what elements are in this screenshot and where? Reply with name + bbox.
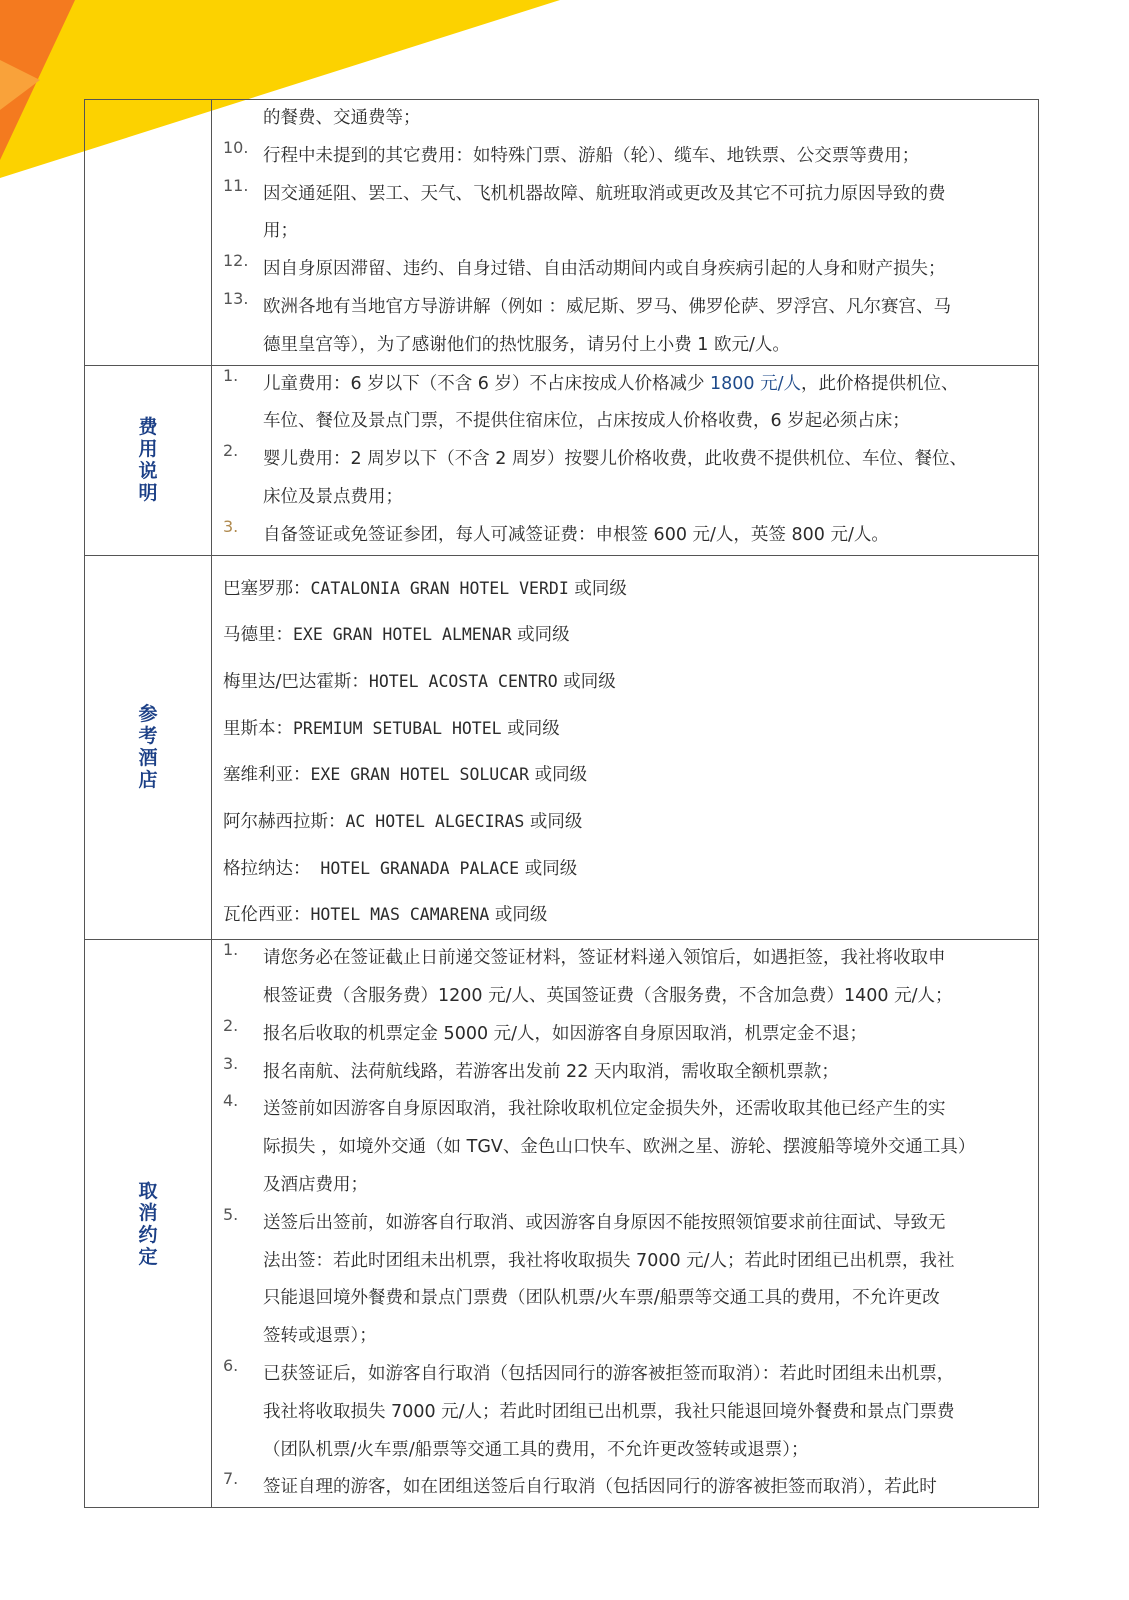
cancellation-content bbox=[212, 940, 1039, 1508]
cancellation-item bbox=[223, 1091, 1028, 1204]
item-number: 2. bbox=[223, 441, 239, 461]
item-text: 根签证费（含服务费）1200 元/人、英国签证费（含服务费，不含加急费）1400 元/人； bbox=[263, 985, 953, 1006]
hotel-entry bbox=[223, 752, 1028, 799]
hotel-city: 梅里达/巴达霍斯： bbox=[223, 671, 369, 692]
cancellation-label: 取消约定 bbox=[138, 1179, 158, 1268]
fee-note-item bbox=[223, 366, 1028, 442]
hotel-name: EXE GRAN HOTEL ALMENAR bbox=[293, 625, 512, 645]
item-number: 3. bbox=[223, 1053, 239, 1073]
cancellation-item bbox=[223, 1356, 1028, 1469]
hotel-suffix: 或同级 bbox=[529, 765, 588, 786]
item-text: 床位及景点费用； bbox=[263, 486, 403, 507]
item-text: 因交通延阻、罢工、天气、飞机机器故障、航班取消或更改及其它不可抗力原因导致的费 bbox=[263, 183, 946, 204]
hotel-entry bbox=[223, 892, 1028, 939]
item-text: 签证自理的游客，如在团组送签后自行取消（包括因同行的游客被拒签而取消），若此时 bbox=[263, 1477, 937, 1498]
hotel-name: HOTEL ACOSTA CENTRO bbox=[368, 671, 558, 691]
hotel-suffix: 或同级 bbox=[524, 812, 583, 833]
hotels-label: 参考酒店 bbox=[138, 703, 158, 792]
label-cell-fees-excluded bbox=[85, 100, 212, 366]
item-number: 11. bbox=[223, 175, 249, 195]
cancellation-item bbox=[223, 1016, 1028, 1054]
hotel-suffix: 或同级 bbox=[519, 858, 578, 879]
hotel-name: PREMIUM SETUBAL HOTEL bbox=[293, 718, 502, 738]
hotel-suffix: 或同级 bbox=[501, 718, 560, 739]
item-text: 用； bbox=[263, 221, 298, 242]
fee-notes-content bbox=[212, 365, 1039, 555]
item-text: 婴儿费用：2 周岁以下（不含 2 周岁）按婴儿价格收费，此收费不提供机位、车位、餐位、 bbox=[263, 449, 967, 470]
item-number: 13. bbox=[223, 288, 249, 308]
label-cell-hotels bbox=[85, 555, 212, 940]
cancellation-item bbox=[223, 1054, 1028, 1092]
hotel-entry bbox=[223, 846, 1028, 893]
fees-excluded-cont-line: 的餐费、交通费等； bbox=[263, 108, 421, 128]
fee-notes-label: 费用说明 bbox=[138, 416, 158, 505]
item-text: 欧洲各地有当地官方导游讲解（例如 ：威尼斯、罗马、佛罗伦萨、罗浮宫、凡尔赛宫、马 bbox=[263, 296, 952, 317]
item-number: 3. bbox=[223, 516, 239, 536]
row-hotels bbox=[85, 555, 1039, 940]
item-text: 行程中未提到的其它费用：如特殊门票、游船（轮）、缆车、地铁票、公交票等费用； bbox=[263, 145, 920, 166]
hotel-suffix: 或同级 bbox=[511, 625, 570, 646]
hotel-city: 格拉纳达： bbox=[223, 858, 311, 879]
hotel-entry bbox=[223, 706, 1028, 753]
hotel-suffix: 或同级 bbox=[557, 671, 616, 692]
item-number: 6. bbox=[223, 1355, 239, 1375]
hotel-name: HOTEL MAS CAMARENA bbox=[310, 905, 490, 925]
item-text: 因自身原因滞留、违约、自身过错、自由活动期间内或自身疾病引起的人身和财产损失； bbox=[263, 259, 946, 280]
item-text: 际损失 ，如境外交通（如 TGV、金色山口快车、欧洲之星、游轮、摆渡船等境外交通工具） bbox=[263, 1137, 976, 1158]
item-number: 4. bbox=[223, 1091, 239, 1111]
hotel-city: 瓦伦西亚： bbox=[223, 905, 311, 926]
item-text: 我社将收取损失 7000 元/人；若此时团组已出机票，我社只能退回境外餐费和景点门票费 bbox=[263, 1401, 955, 1422]
item-text: 车位、餐位及景点门票，不提供住宿床位，占床按成人价格收费，6 岁起必须占床； bbox=[263, 411, 910, 432]
child-fee-text-end: ，此价格提供机位、 bbox=[801, 373, 959, 394]
hotel-name: CATALONIA GRAN HOTEL VERDI bbox=[310, 578, 569, 598]
item-text: 德里皇宫等），为了感谢他们的热忱服务，请另付上小费 1 欧元/人。 bbox=[263, 334, 790, 355]
item-number: 10. bbox=[223, 137, 249, 157]
item-text: （团队机票/火车票/船票等交通工具的费用，不允许更改签转或退票）； bbox=[263, 1439, 809, 1460]
fee-excluded-item bbox=[223, 176, 1028, 252]
label-cell-fee-notes bbox=[85, 365, 212, 555]
hotel-entry bbox=[223, 612, 1028, 659]
hotel-city: 阿尔赫西拉斯： bbox=[223, 812, 346, 833]
item-text: 自备签证或免签证参团，每人可减签证费：申根签 600 元/人，英签 800 元/人。 bbox=[263, 524, 889, 545]
cancellation-item bbox=[223, 1205, 1028, 1356]
fee-note-item bbox=[223, 441, 1028, 517]
hotel-suffix: 或同级 bbox=[489, 905, 548, 926]
hotel-city: 里斯本： bbox=[223, 718, 293, 739]
hotel-name: HOTEL GRANADA PALACE bbox=[310, 858, 520, 878]
hotels-content bbox=[212, 555, 1039, 940]
item-text: 送签后出签前，如游客自行取消、或因游客自身原因不能按照领馆要求前往面试、导致无 bbox=[263, 1212, 946, 1233]
item-number: 1. bbox=[223, 365, 239, 385]
item-number: 2. bbox=[223, 1015, 239, 1035]
item-text: 法出签：若此时团组未出机票，我社将收取损失 7000 元/人；若此时团组已出机票，我社 bbox=[263, 1250, 955, 1271]
item-text: 只能退回境外餐费和景点门票费（团队机票/火车票/船票等交通工具的费用，不允许更改 bbox=[263, 1288, 940, 1309]
item-text bbox=[263, 366, 1028, 404]
item-text: 报名南航、法荷航线路，若游客出发前 22 天内取消，需收取全额机票款； bbox=[263, 1061, 839, 1082]
hotel-name: EXE GRAN HOTEL SOLUCAR bbox=[310, 765, 530, 785]
fees-excluded-content bbox=[212, 100, 1039, 366]
cancellation-item bbox=[223, 940, 1028, 1016]
child-fee-highlight: 1800 元/人 bbox=[710, 373, 802, 394]
hotel-entry bbox=[223, 566, 1028, 613]
hotel-city: 塞维利亚： bbox=[223, 765, 311, 786]
label-cell-cancellation bbox=[85, 940, 212, 1508]
fee-excluded-item bbox=[223, 138, 1028, 176]
item-number: 1. bbox=[223, 940, 239, 960]
cancellation-item bbox=[223, 1469, 1028, 1507]
row-fee-notes bbox=[85, 365, 1039, 555]
row-fees-excluded bbox=[85, 100, 1039, 366]
item-text: 已获签证后，如游客自行取消（包括因同行的游客被拒签而取消）：若此时团组未出机票， bbox=[263, 1363, 955, 1384]
fee-excluded-item bbox=[223, 251, 1028, 289]
item-text: 请您务必在签证截止日前递交签证材料，签证材料递入领馆后，如遇拒签，我社将收取申 bbox=[263, 948, 946, 969]
hotel-entry bbox=[223, 799, 1028, 846]
hotel-city: 马德里： bbox=[223, 625, 293, 646]
hotel-city: 巴塞罗那： bbox=[223, 578, 311, 599]
itinerary-terms-table bbox=[84, 99, 1039, 1508]
item-text: 报名后收取的机票定金 5000 元/人，如因游客自身原因取消，机票定金不退； bbox=[263, 1023, 868, 1044]
hotel-entry bbox=[223, 659, 1028, 706]
item-text: 送签前如因游客自身原因取消，我社除收取机位定金损失外，还需收取其他已经产生的实 bbox=[263, 1099, 946, 1120]
item-text: 及酒店费用； bbox=[263, 1174, 368, 1195]
row-cancellation bbox=[85, 940, 1039, 1508]
item-number: 7. bbox=[223, 1469, 239, 1489]
item-text: 签转或退票）； bbox=[263, 1326, 377, 1347]
hotel-name: AC HOTEL ALGECIRAS bbox=[345, 812, 525, 832]
fee-excluded-item bbox=[223, 289, 1028, 365]
child-fee-text: 儿童费用：6 岁以下（不含 6 岁）不占床按成人价格减少 bbox=[263, 373, 711, 394]
item-number: 12. bbox=[223, 251, 249, 271]
fee-note-item bbox=[223, 517, 1028, 555]
item-number: 5. bbox=[223, 1204, 239, 1224]
hotel-suffix: 或同级 bbox=[568, 578, 627, 599]
